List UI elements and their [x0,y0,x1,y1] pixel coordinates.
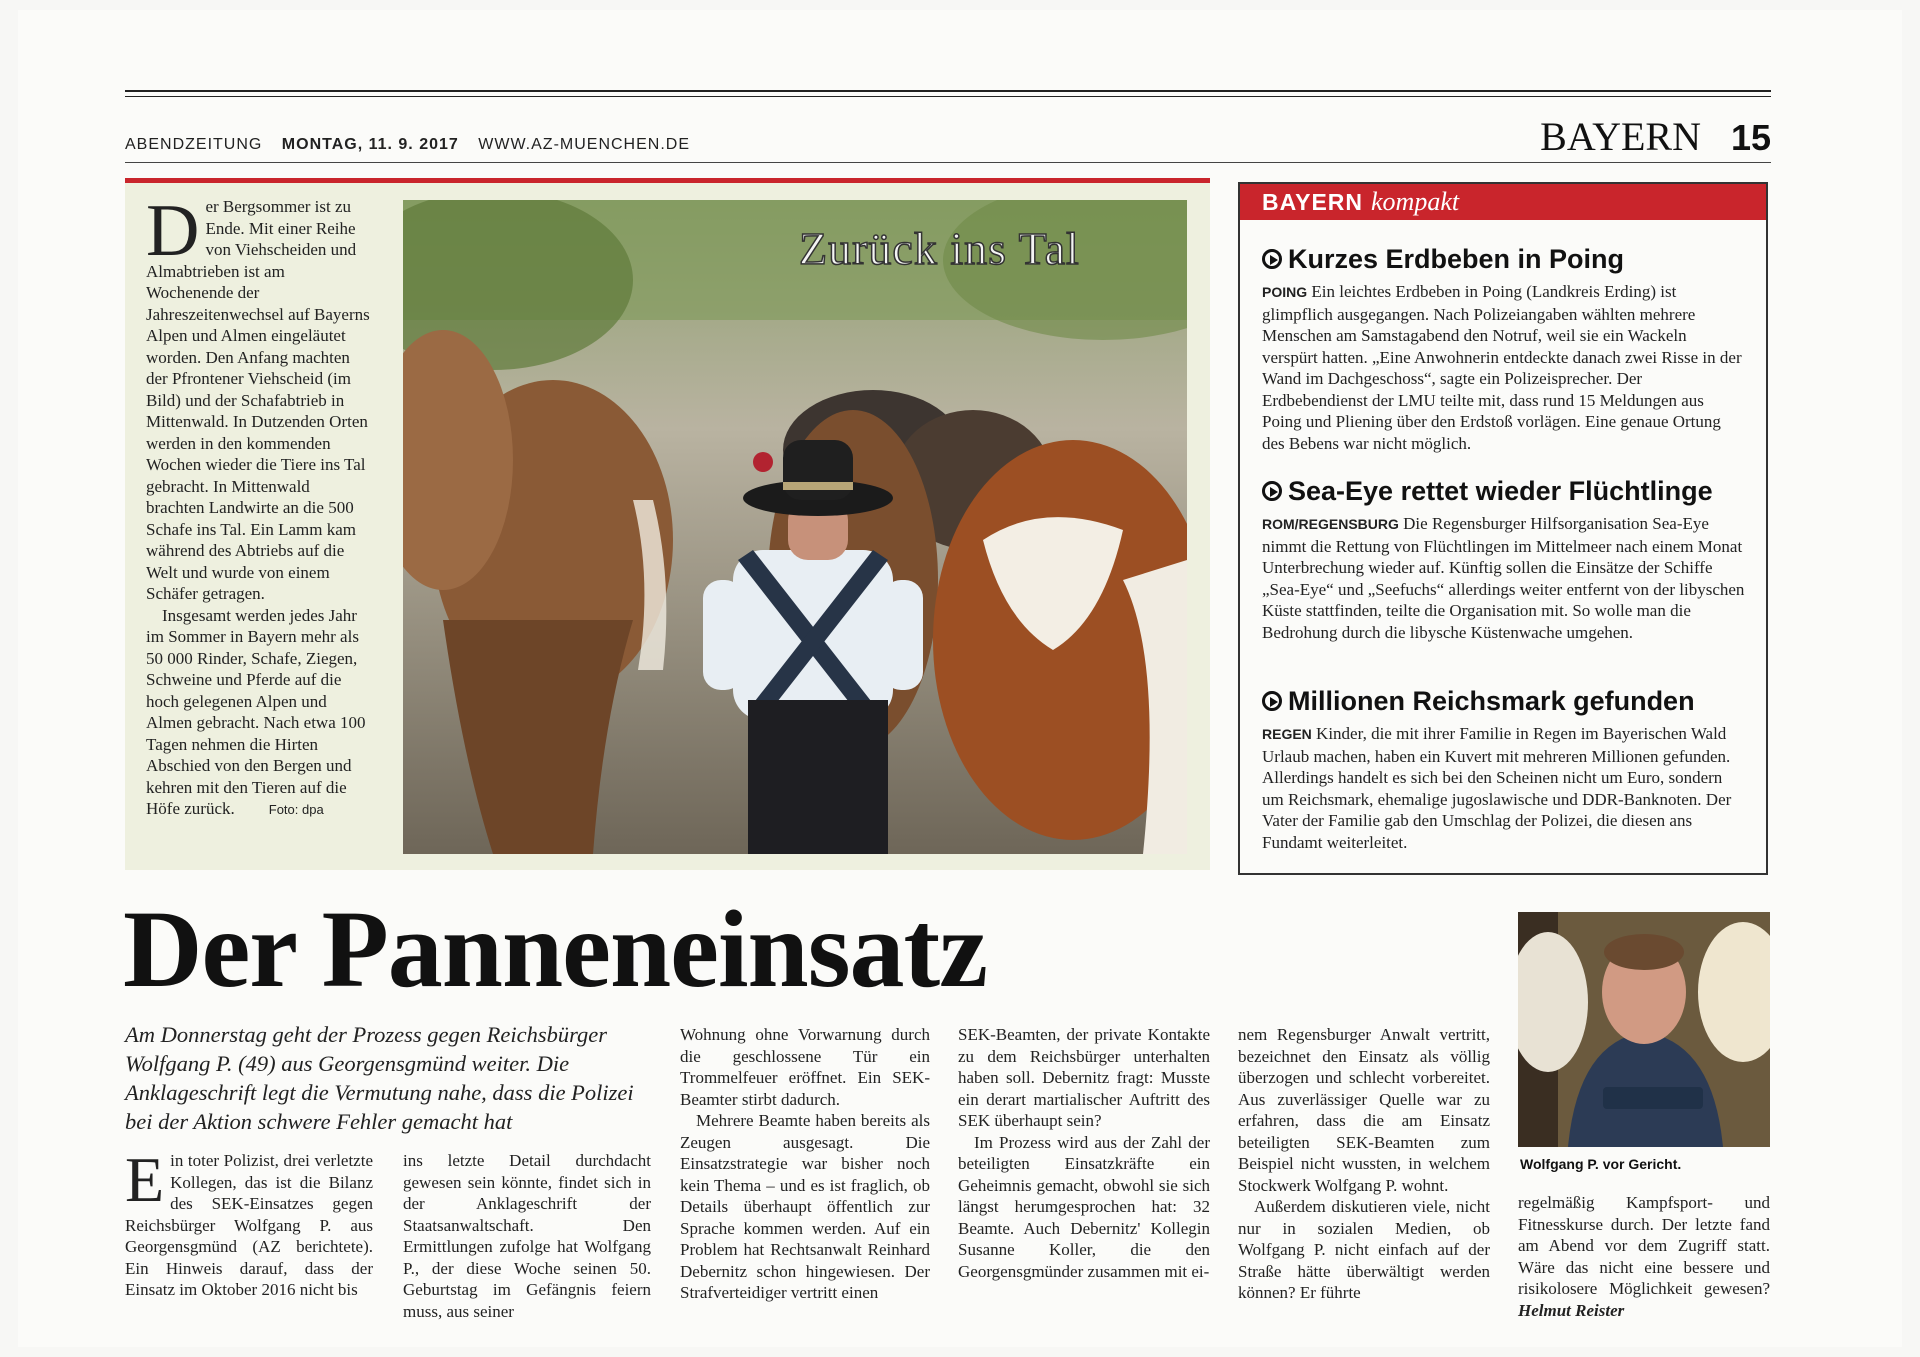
article-text-c5a: nem Regensburger Anwalt vertritt, bezeichnet den Einsatz als völlig überzogen und schlecht vorbereitet. Aus zuverlässiger Quelle war zu erfahren, dass die am Einsatz beteiligten SEK-Beamten zum Beispiel nicht wussten, in welchem Stockwerk Wolfgang P. wohnt. [1238,1025,1490,1195]
portrait-caption: Wolfgang P. vor Gericht. [1520,1156,1682,1172]
page-header [125,114,1771,160]
kompakt-item [1262,686,1746,853]
kompakt-item [1262,476,1746,643]
header-rule-second [125,96,1771,97]
feature-drop-cap: D [146,190,200,272]
article-text-c1: in toter Polizist, drei verletzte Kollegen, das ist die Bilanz des SEK-Einsatzes gegen Reichsbürger Wolfgang P. aus Georgensgmünd (AZ berichtete). Ein Hinweis darauf, dass der Einsatz im Oktober 2016 nicht bis [125,1151,373,1299]
article-column-1 [125,1144,373,1301]
article-deck: Am Donnerstag geht der Prozess gegen Reichsbürger Wolfgang P. (49) aus Georgensgmünd weiter. Die Anklageschrift legt die Vermutung nahe, dass die Polizei bei der Aktion schwere Fehler gemacht hat [125,1022,634,1134]
article-text-c5b: Außerdem diskutieren viele, nicht nur in sozialen Medien, ob Wolfgang P. nicht einfach auf der Straße hätte überwältigt werden können? Er führte [1238,1197,1490,1302]
article-text-c4b: Im Prozess wird aus der Zahl der beteiligten Einsatzkräfte ein Geheimnis gemacht, obwohl sie sich längst herumgesprochen hat: 32 Beamte. Auch Debernitz' Kollegin Susanne Koller, die den Georgensgmünder zusammen mit ei- [958,1132,1210,1281]
paper-url: WWW.AZ-MUENCHEN.DE [478,136,691,153]
article-column-4 [958,1024,1210,1282]
feature-photo [403,200,1187,854]
paper-name: ABENDZEITUNG [125,136,263,153]
section-title [1540,113,1771,160]
kompakt-item-text: Kinder, die mit ihrer Familie in Regen im Bayerischen Wald Urlaub machen, haben ein Kuvert mit mehreren Millionen gefunden. Allerdings handelt es sich bei den Scheinen nicht um Euro, sondern um Reichsmark, ehemalige jugoslawische und DDR-Banknoten. Der Vater der Familie gab den Umschlag der Polizei, die diesen ans Fundamt weiterleitet. [1262,724,1732,852]
article-text-c6: regelmäßig Kampfsport- und Fitnesskurse durch. Der letzte fand am Abend vor dem Zugriff statt. Wäre das nicht eine bessere und risikolosere Möglichkeit gewesen? [1518,1193,1770,1298]
arrow-circle-icon [1262,691,1282,711]
arrow-circle-icon [1262,249,1282,269]
article-column-6 [1518,1192,1770,1321]
kompakt-item [1262,244,1746,454]
feature-paragraph-2: Insgesamt werden jedes Jahr im Sommer in Bayern mehr als 50 000 Rinder, Schafe, Ziegen, Schweine und Pferde auf die hoch gelegenen Alpen und Almen gebracht. Nach etwa 100 Tagen nehmen die Hirten Abschied von den Bergen und kehren mit den Tieren auf die Höfe zurück. [146,605,366,818]
kompakt-head-bold: BAYERN [1262,189,1364,215]
courtroom-illustration [1518,912,1770,1147]
photo-credit: Foto: dpa [268,802,324,817]
kompakt-item-title: Sea-Eye rettet wieder Flüchtlinge [1288,476,1713,506]
issue-date: MONTAG, 11. 9. 2017 [281,136,459,153]
header-rule-top [125,90,1771,92]
article-column-5 [1238,1024,1490,1304]
article-headline: Der Panneneinsatz [123,888,987,1010]
kompakt-item-text: Die Regensburger Hilfsorganisation Sea-Eye nimmt die Rettung von Flüchtlingen im Mittelmeer nach einem Monat Unterbrechung wieder auf. Künftig sollen die Einsätze der Schiffe „Sea-Eye“ und „Seefuchs“ allerdings weiter entfernt von der libyschen Küste stattfinden, teilte die Organisation mit. So wolle man die Bedrohung durch die libysche Küstenwache umgehen. [1262,514,1745,642]
article-column-2 [403,1150,651,1322]
header-meta [125,136,704,154]
kompakt-item-title: Kurzes Erdbeben in Poing [1288,244,1625,274]
photo-title: Zurück ins Tal [799,223,1080,274]
section-name: BAYERN [1540,114,1701,159]
arrow-circle-icon [1262,481,1282,501]
article-column-3 [680,1024,930,1304]
feature-text [146,190,372,821]
article-drop-cap: E [125,1144,165,1215]
kompakt-head-italic: kompakt [1371,187,1460,216]
feature-top-bar [125,178,1210,183]
article-text-c4a: SEK-Beamten, der private Kontakte zu dem Reichsbürger unterhalten haben soll. Debernitz fragt: Musste ein derart martialischer Auftritt des SEK überhaupt sein? [958,1025,1210,1130]
article-text-c2: ins letzte Detail durchdacht gewesen sein könnte, findet sich in der Anklageschrift der Staatsanwaltschaft. Den Ermittlungen zufolge hat Wolfgang P., der diese Woche seinen 50. Geburtstag im Gefängnis feiern muss, aus seiner [403,1151,651,1321]
kompakt-item-title: Millionen Reichsmark gefunden [1288,686,1695,716]
cattle-drive-illustration [403,200,1187,854]
header-rule-bottom [125,162,1771,163]
defendant-photo [1518,912,1770,1147]
feature-paragraph-1: er Bergsommer ist zu Ende. Mit einer Reihe von Viehscheiden und Almabtrieben ist am Wochenende der Jahreszeitenwechsel auf Bayerns Alpen und Almen eingeläutet worden. Den Anfang machten der Pfrontener Viehscheid (im Bild) und der Schafabtrieb in Mittenwald. In Dutzenden Orten werden in den kommenden Wochen wieder die Tiere ins Tal gebracht. In Mittenwald brachten Landwirte an die 500 Schafe ins Tal. Ein Lamm kam während des Abtriebs auf die Welt und wurde von einem Schäfer getragen. [146,197,370,603]
kompakt-item-location: POING [1262,284,1308,300]
article-text-c3a: Wohnung ohne Vorwarnung durch die geschlossene Tür ein Trommelfeuer eröffnet. Ein SEK-Beamter stirbt dadurch. [680,1025,930,1109]
article-author: Helmut Reister [1518,1300,1625,1320]
kompakt-item-text: Ein leichtes Erdbeben in Poing (Landkreis Erding) ist glimpflich ausgegangen. Nach Polizeiangaben wählten mehrere Menschen am Samstagabend den Notruf, weil sie ein Wackeln verspürt hatten. „Eine Anwohnerin entdeckte danach zwei Risse in der Wand im Dachgeschoss“, sagte ein Polizeisprecher. Der Erdbebendienst der LMU teilte mit, dass rund 15 Meldungen aus Poing und Pliening über den Erdstoß vorlägen. Eine genaue Ortung des Bebens war nicht möglich. [1262,282,1742,453]
kompakt-item-location: REGEN [1262,726,1312,742]
kompakt-box [1238,182,1768,875]
kompakt-item-location: ROM/REGENSBURG [1262,516,1399,532]
page-number: 15 [1730,117,1771,158]
kompakt-header [1240,184,1766,220]
article-text-c3b: Mehrere Beamte haben bereits als Zeugen ausgesagt. Die Einsatzstrategie war bisher noch kein Thema – und es ist fraglich, ob Details überhaupt öffentlich zur Sprache kommen werden. Auf ein Problem hat Rechtsanwalt Reinhard Debernitz schon hingewiesen. Der Strafverteidiger vertritt einen [680,1111,930,1302]
